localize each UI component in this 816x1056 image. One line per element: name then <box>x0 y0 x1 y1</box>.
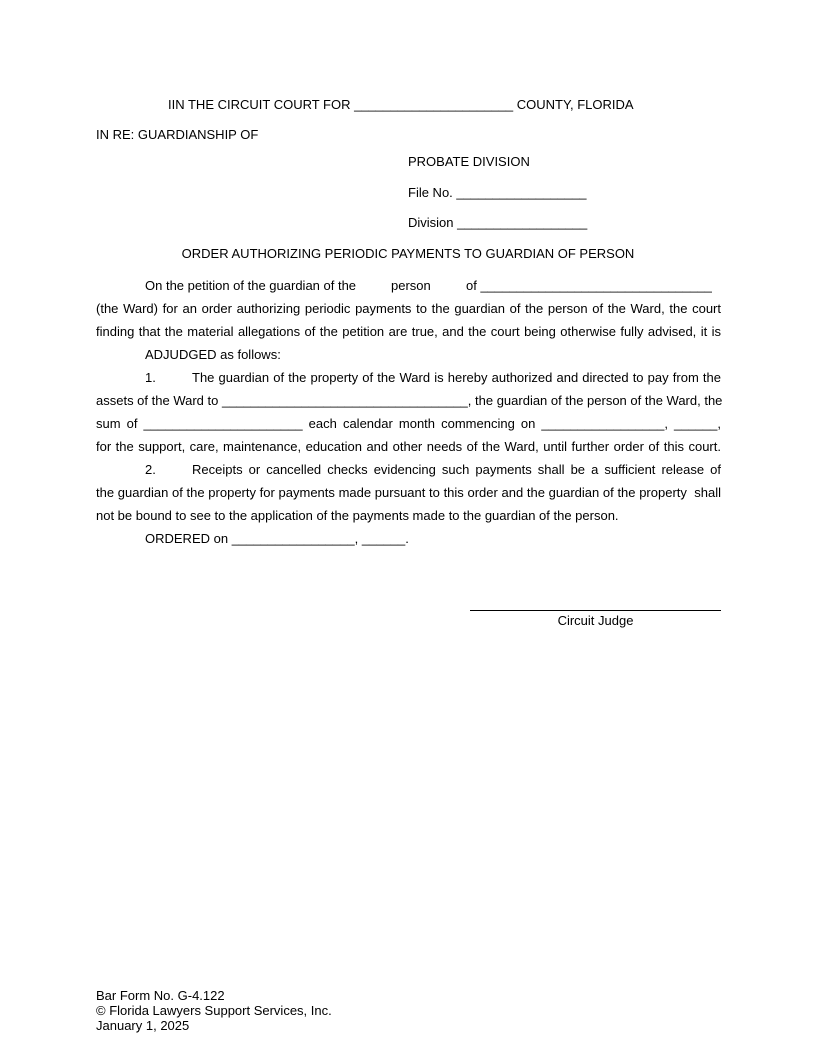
signature-label: Circuit Judge <box>557 613 634 628</box>
adjudged-heading: ADJUDGED as follows: <box>145 347 281 362</box>
form-date: January 1, 2025 <box>96 1018 190 1033</box>
copyright-notice: © Florida Lawyers Support Services, Inc. <box>96 1003 332 1018</box>
division-field: Division __________________ <box>408 215 588 230</box>
body-line: not be bound to see to the application of the payments made to the guardian of the person. <box>96 508 619 523</box>
body-line: finding that the material allegations of the petition are true, and the court being otherwise fully advised, it is <box>96 324 721 339</box>
ward-name-blank: of ________________________________ <box>466 278 712 293</box>
body-line: sum of ______________________ each calendar month commencing on _________________, ______, <box>96 416 721 431</box>
body-line: the guardian of the property for payments made pursuant to this order and the guardian of the property shall <box>96 485 721 500</box>
body-line: for the support, care, maintenance, education and other needs of the Ward, until further order of this court. <box>96 439 721 454</box>
petition-person-word: person <box>391 278 431 293</box>
petition-text: On the petition of the guardian of the <box>145 278 357 293</box>
file-number-field: File No. __________________ <box>408 185 587 200</box>
probate-division-label: PROBATE DIVISION <box>408 154 530 169</box>
form-number: Bar Form No. G-4.122 <box>96 988 225 1003</box>
document-title: ORDER AUTHORIZING PERIODIC PAYMENTS TO GUARDIAN OF PERSON <box>181 246 635 261</box>
in-re-heading: IN RE: GUARDIANSHIP OF <box>96 127 259 142</box>
body-line: Receipts or cancelled checks evidencing such payments shall be a sufficient release of <box>192 462 721 477</box>
body-line: assets of the Ward to __________________________________, the guardian of the person of the Ward, the <box>96 393 723 408</box>
item-1-number: 1. <box>145 370 156 385</box>
item-2-number: 2. <box>145 462 156 477</box>
body-line: The guardian of the property of the Ward is hereby authorized and directed to pay from the <box>192 370 721 385</box>
signature-line <box>470 610 721 611</box>
body-line: (the Ward) for an order authorizing periodic payments to the guardian of the person of the Ward, the court <box>96 301 721 316</box>
court-heading: IIN THE CIRCUIT COURT FOR ______________________ COUNTY, FLORIDA <box>168 97 634 112</box>
ordered-date-line: ORDERED on _________________, ______. <box>145 531 409 546</box>
